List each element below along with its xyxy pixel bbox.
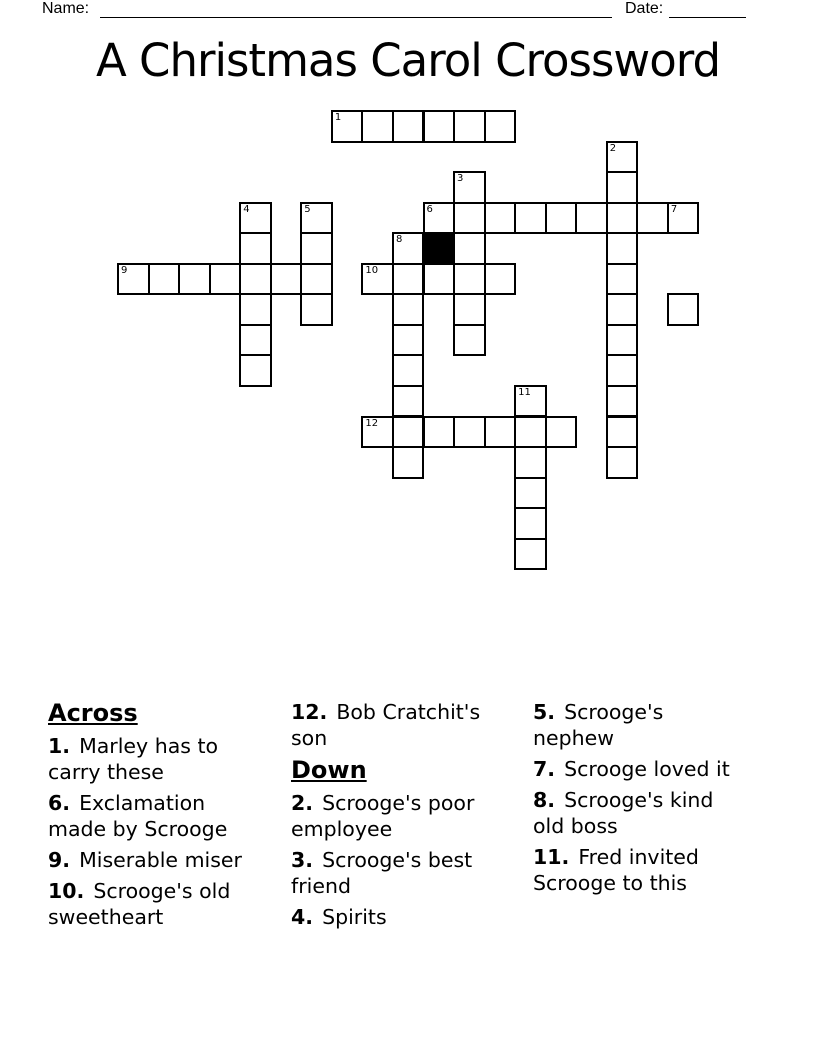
across-heading: Across <box>48 699 138 727</box>
grid-cell[interactable] <box>117 263 150 296</box>
cell-number: 10 <box>365 264 379 276</box>
name-label: Name: <box>42 0 90 17</box>
cell-number: 8 <box>395 234 403 246</box>
clue-down-3 <box>291 847 496 899</box>
clue-down-11 <box>533 844 738 896</box>
grid-cell[interactable] <box>453 202 486 235</box>
cell-number: 9 <box>121 264 128 276</box>
grid-cell[interactable] <box>453 293 486 326</box>
grid-cell[interactable] <box>667 202 700 235</box>
grid-cell[interactable] <box>514 416 547 449</box>
grid-cell[interactable] <box>606 385 639 418</box>
clue-text: Miserable miser <box>79 848 242 872</box>
clue-down-8 <box>533 787 738 839</box>
clue-number: 6. <box>48 791 71 815</box>
grid-cell[interactable] <box>392 263 425 296</box>
grid-cell[interactable] <box>392 354 425 387</box>
clue-number: 3. <box>291 848 314 872</box>
clue-number: 5. <box>533 700 556 724</box>
clue-text: Spirits <box>322 905 387 929</box>
clue-text: Bob Cratchit's son <box>291 700 481 750</box>
grid-cell[interactable] <box>514 385 547 418</box>
grid-cell[interactable] <box>209 263 242 296</box>
clue-text: Fred invited Scrooge to this <box>533 845 699 895</box>
cell-number: 7 <box>670 203 678 215</box>
clue-text: Scrooge's nephew <box>533 700 664 750</box>
grid-cell[interactable] <box>484 110 517 143</box>
grid-cell[interactable] <box>606 171 639 204</box>
grid-cell[interactable] <box>361 263 394 296</box>
grid-cell[interactable] <box>636 202 669 235</box>
clue-down-4 <box>291 904 496 930</box>
cell-number: 2 <box>609 142 617 154</box>
grid-cell[interactable] <box>392 416 425 449</box>
grid-cell[interactable] <box>606 232 639 265</box>
grid-cell[interactable] <box>606 324 639 357</box>
grid-cell[interactable] <box>239 202 272 235</box>
grid-cell[interactable] <box>453 171 486 204</box>
clue-text: Scrooge loved it <box>564 757 730 781</box>
clue-number: 4. <box>291 905 314 929</box>
down-heading: Down <box>291 756 367 784</box>
grid-cell[interactable] <box>239 293 272 326</box>
grid-cell[interactable] <box>270 263 303 296</box>
clue-number: 12. <box>291 700 328 724</box>
grid-cell[interactable] <box>392 232 425 265</box>
grid-cell[interactable] <box>453 232 486 265</box>
grid-cell[interactable] <box>667 293 700 326</box>
grid-cell[interactable] <box>453 263 486 296</box>
grid-cell[interactable] <box>300 232 333 265</box>
grid-cell[interactable] <box>423 110 456 143</box>
grid-cell[interactable] <box>361 416 394 449</box>
grid-cell[interactable] <box>392 110 425 143</box>
grid-cell[interactable] <box>575 202 608 235</box>
clue-down-2 <box>291 790 496 842</box>
clue-down-5 <box>533 699 738 751</box>
grid-cell[interactable] <box>239 354 272 387</box>
grid-cell[interactable] <box>331 110 364 143</box>
grid-cell[interactable] <box>545 416 578 449</box>
clue-column-2 <box>291 699 496 935</box>
clue-number: 9. <box>48 848 71 872</box>
clue-text: Scrooge's kind old boss <box>533 788 714 838</box>
clue-across-1 <box>48 733 253 785</box>
grid-cell[interactable] <box>178 263 211 296</box>
clue-across-6 <box>48 790 253 842</box>
date-label: Date: <box>625 0 664 17</box>
grid-cell[interactable] <box>484 263 517 296</box>
cell-number: 5 <box>304 203 311 215</box>
cell-number: 1 <box>334 112 342 123</box>
grid-cell[interactable] <box>392 385 425 418</box>
grid-cell[interactable] <box>300 263 333 296</box>
clue-number: 1. <box>48 734 71 758</box>
grid-cell[interactable] <box>239 324 272 357</box>
grid-cell[interactable] <box>423 202 456 235</box>
grid-cell[interactable] <box>606 354 639 387</box>
grid-cell[interactable] <box>453 110 486 143</box>
grid-cell[interactable] <box>392 446 425 479</box>
grid-cell[interactable] <box>239 232 272 265</box>
grid-cell[interactable] <box>423 263 456 296</box>
grid-cell[interactable] <box>514 202 547 235</box>
clue-text: Scrooge's poor employee <box>291 791 475 841</box>
clue-text: Scrooge's old sweetheart <box>48 879 231 929</box>
grid-cell[interactable] <box>239 263 272 296</box>
clue-column-3 <box>533 699 738 901</box>
clue-text: Scrooge's best friend <box>291 848 473 898</box>
blocked-cell <box>423 232 456 265</box>
clue-number: 8. <box>533 788 556 812</box>
grid-cell[interactable] <box>606 446 639 479</box>
grid-cell[interactable] <box>148 263 181 296</box>
clue-number: 10. <box>48 879 85 903</box>
grid-cell[interactable] <box>453 416 486 449</box>
grid-cell[interactable] <box>392 324 425 357</box>
grid-cell[interactable] <box>300 293 333 326</box>
grid-cell[interactable] <box>392 293 425 326</box>
cell-number: 12 <box>365 417 379 429</box>
grid-cell[interactable] <box>606 293 639 326</box>
clue-number: 2. <box>291 791 314 815</box>
cell-number: 4 <box>243 203 250 215</box>
cell-number: 6 <box>426 203 433 215</box>
clue-number: 7. <box>533 757 556 781</box>
grid-cell[interactable] <box>606 141 639 174</box>
grid-cell[interactable] <box>606 416 639 449</box>
page-title: A Christmas Carol Crossword <box>95 34 721 87</box>
grid-cell[interactable] <box>545 202 578 235</box>
clue-across-9 <box>48 847 253 873</box>
grid-cell[interactable] <box>514 538 547 571</box>
clue-across-12 <box>291 699 496 751</box>
clue-down-7 <box>533 756 738 782</box>
clue-column-1 <box>48 699 253 935</box>
grid-cell[interactable] <box>606 202 639 235</box>
clue-number: 11. <box>533 845 570 869</box>
clue-text: Marley has to carry these <box>48 734 219 784</box>
grid-cell[interactable] <box>606 263 639 296</box>
grid-cell[interactable] <box>484 416 517 449</box>
cell-number: 3 <box>457 173 464 185</box>
grid-cell[interactable] <box>361 110 394 143</box>
grid-cell[interactable] <box>423 416 456 449</box>
grid-cell[interactable] <box>514 507 547 540</box>
grid-cell[interactable] <box>514 477 547 510</box>
clue-across-10 <box>48 878 253 930</box>
cell-number: 11 <box>518 386 531 398</box>
grid-cell[interactable] <box>514 446 547 479</box>
clue-text: Exclamation made by Scrooge <box>48 791 228 841</box>
grid-cell[interactable] <box>484 202 517 235</box>
grid-cell[interactable] <box>300 202 333 235</box>
grid-cell[interactable] <box>453 324 486 357</box>
